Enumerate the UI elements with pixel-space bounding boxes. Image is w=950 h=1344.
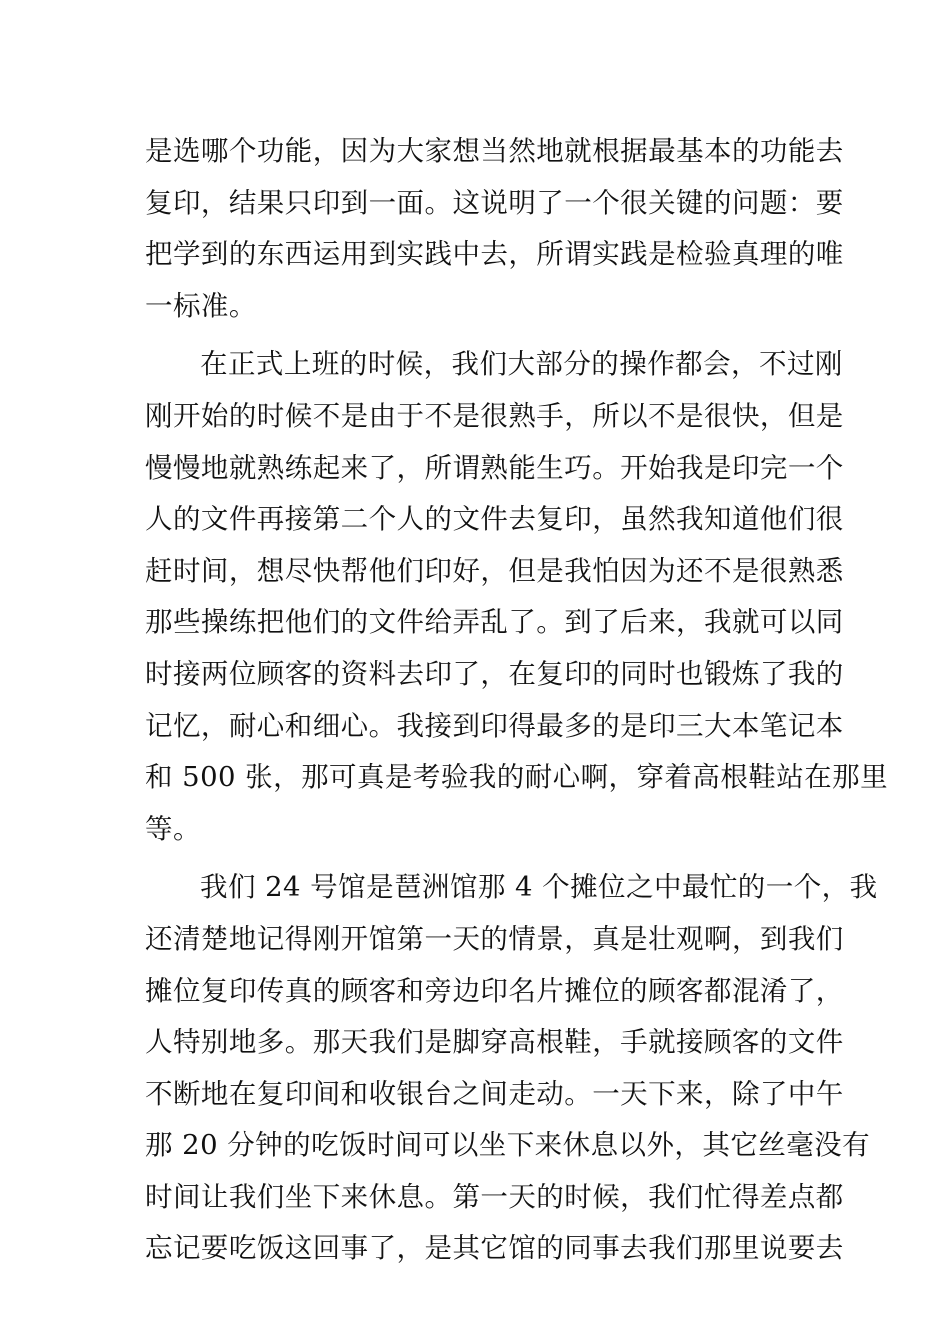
text-line: 刚开始的时候不是由于不是很熟手，所以不是很快，但是 (145, 399, 844, 432)
text-line: 那些操练把他们的文件给弄乱了。到了后来，我就可以同 (145, 606, 844, 639)
text-line: 人特别地多。那天我们是脚穿高根鞋，手就接顾客的文件 (145, 1026, 844, 1059)
paragraph-1 (145, 126, 844, 332)
text-line: 把学到的东西运用到实践中去，所谓实践是检验真理的唯 (145, 238, 844, 271)
text-line: 是选哪个功能，因为大家想当然地就根据最基本的功能去 (145, 135, 844, 167)
text-line: 那 20 分钟的吃饭时间可以坐下来休息以外，其它丝毫没有 (145, 1129, 871, 1162)
text-line: 等。 (145, 812, 201, 845)
text-line: 不断地在复印间和收银台之间走动。一天下来，除了中午 (145, 1077, 844, 1110)
text-line: 忘记要吃饭这回事了，是其它馆的同事去我们那里说要去 (145, 1232, 844, 1265)
text-line: 记忆，耐心和细心。我接到印得最多的是印三大本笔记本 (145, 709, 844, 742)
text-line: 慢慢地就熟练起来了，所谓熟能生巧。开始我是印完一个 (145, 451, 844, 484)
text-line: 和 500 张，那可真是考验我的耐心啊，穿着高根鞋站在那里 (145, 761, 889, 794)
text-line: 赶时间，想尽快帮他们印好，但是我怕因为还不是很熟悉 (145, 554, 844, 587)
text-line: 复印，结果只印到一面。这说明了一个很关键的问题：要 (145, 186, 844, 219)
document-body (145, 126, 889, 1275)
paragraph-gap (145, 855, 810, 862)
text-line: 还清楚地记得刚开馆第一天的情景，真是壮观啊，到我们 (145, 922, 844, 955)
paragraph-2 (145, 339, 889, 855)
paragraph-3 (145, 862, 878, 1275)
text-line: 在正式上班的时候，我们大部分的操作都会，不过刚 (200, 348, 843, 381)
text-line: 时间让我们坐下来休息。第一天的时候，我们忙得差点都 (145, 1180, 844, 1213)
paragraph-gap (145, 332, 810, 339)
text-line: 摊位复印传真的顾客和旁边印名片摊位的顾客都混淆了， (145, 974, 844, 1007)
text-line: 人的文件再接第二个人的文件去复印，虽然我知道他们很 (145, 503, 844, 536)
text-line: 时接两位顾客的资料去印了，在复印的同时也锻炼了我的 (145, 657, 844, 690)
text-line: 我们 24 号馆是琶洲馆那 4 个摊位之中最忙的一个，我 (200, 871, 878, 904)
text-line: 一标准。 (145, 289, 257, 322)
